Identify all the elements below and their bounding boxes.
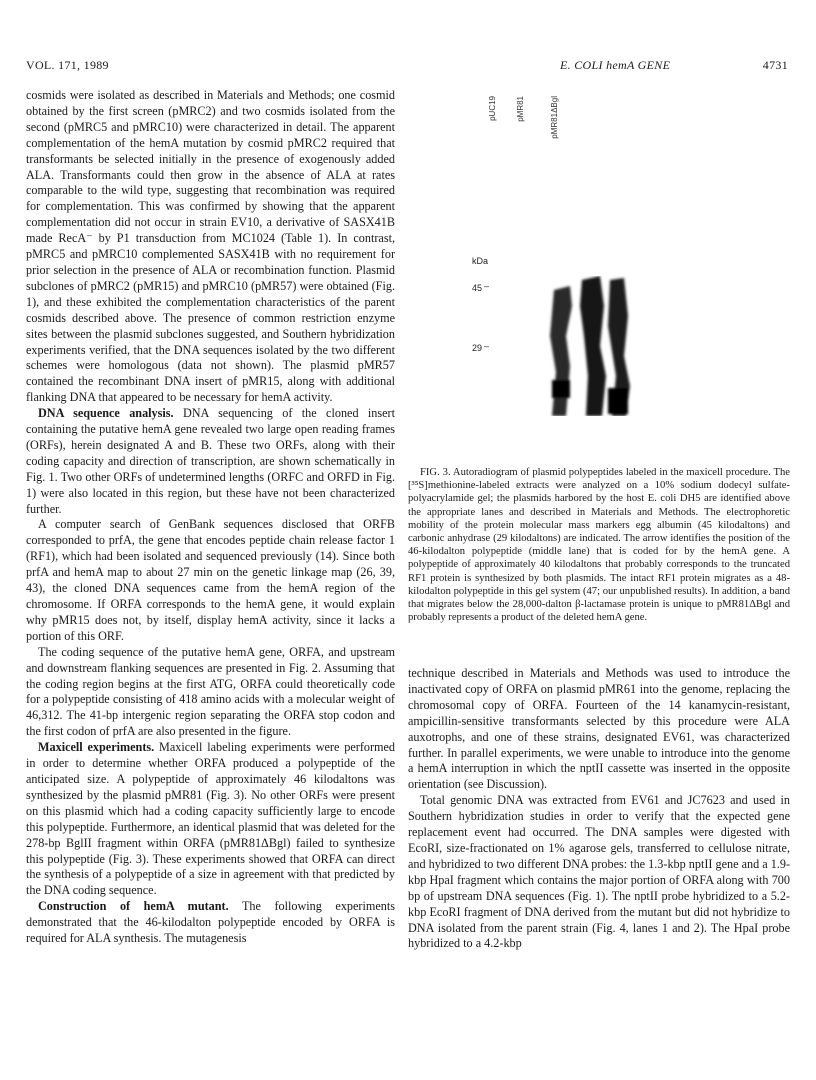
paragraph: The coding sequence of the putative hemA gene, ORFA, and upstream and downstream flanking sequences are presented in Fig. 2. Assuming that the coding region begins at the first ATG, ORFA could theoretically code for a polypeptide consisting of 418 amino acids with a molecular weight of 46,312. The 41-bp intergenic region separating the ORFA stop codon and the first codon of prfA are also presented in the figure. xyxy=(26,644,395,739)
figure-3-caption xyxy=(408,466,790,624)
lane-label-puc19: pUC19 xyxy=(488,96,497,121)
paragraph: technique described in Materials and Methods was used to introduce the inactivated copy of ORFA on plasmid pMR61 into the genome, replacing the chromosomal copy of ORFA. Fourteen of the 14 kanamycin-resistant, ampicillin-sensitive transformants selected by this procedure were ALA auxotrophs, and one of these strains, designated EV61, was characterized further. In parallel experiments, we were unable to introduce into the genome a hemA interruption in which the nptII cassette was inserted in the opposite orientation (see Discussion). xyxy=(408,666,790,792)
running-header-title: E. COLI hemA GENE xyxy=(560,58,671,72)
right-column xyxy=(408,666,790,952)
gel-band xyxy=(552,380,570,398)
paragraph xyxy=(26,899,395,947)
lane-label-pmr81-delta-bgl: pMR81ΔBgl xyxy=(550,96,559,139)
left-column xyxy=(26,88,395,947)
paragraph-body: The following experiments demonstrated that the 46-kilodalton polypeptide encoded by ORFA is required for ALA synthesis. The mutagenesis xyxy=(26,899,395,946)
lane-label-pmr81: pMR81 xyxy=(516,96,525,122)
paragraph xyxy=(26,406,395,517)
running-header xyxy=(560,58,788,73)
marker-tick-45: – xyxy=(484,281,490,291)
gel-image xyxy=(548,276,640,416)
marker-label-45: 45 xyxy=(472,283,483,293)
section-heading: DNA sequence analysis. xyxy=(38,406,174,421)
page-number: 4731 xyxy=(762,58,788,72)
marker-label-29: 29 xyxy=(472,343,483,353)
figure-3-autoradiogram xyxy=(470,96,660,416)
paragraph xyxy=(26,740,395,899)
marker-tick-29: – xyxy=(484,341,490,351)
paragraph-body: DNA sequencing of the cloned insert containing the putative hemA gene revealed two large open reading frames (ORFs), herein designated A and B. These two ORFs, along with their coding capacity and direction of transcription, are shown schematically in Fig. 1. Two other ORFs of undetermined lengths (ORFC and ORFD in Fig. 1) were also located in this region, but these have not been characterized further. xyxy=(26,406,396,516)
section-heading: Maxicell experiments. xyxy=(38,740,155,755)
paragraph: Total genomic DNA was extracted from EV61 and JC7623 and used in Southern hybridization studies in order to verify that the expected gene replacement event had occurred. The DNA samples were digested with EcoRI, size-fractionated on 1% agarose gels, transferred to cellulose nitrate, and hybridized to two different DNA probes: the 1.3-kbp nptII gene and a 1.9-kbp HpaI fragment which contains the major portion of ORFA along with 700 bp of upstream DNA sequences (Fig. 1). The nptII probe hybridized to a 5.2-kbp EcoRI fragment of DNA derived from the mutant but did not hybridize to DNA isolated from the parent strain (Fig. 4, lanes 1 and 2). The HpaI probe hybridized to a 4.2-kbp xyxy=(408,793,790,951)
kda-unit-label: kDa xyxy=(472,256,489,266)
paragraph-body: Maxicell labeling experiments were performed in order to determine whether ORFA produced a polypeptide of the anticipated size. A polypeptide of approximately 46 kilodaltons was synthesized by the plasmid pMR81 (Fig. 3). No other ORFs were present on this plasmid which had a coding capacity sufficiently large to encode this polypeptide. Furthermore, an identical plasmid that was deleted for the 278-bp BglII fragment within ORFA (pMR81ΔBgl) failed to synthesize this polypeptide (Fig. 3). These experiments showed that ORFA can direct the synthesis of a polypeptide of a size in agreement with that predicted by the DNA coding sequence. xyxy=(26,740,396,898)
paragraph: cosmids were isolated as described in Materials and Methods; one cosmid obtained by the first screen (pMRC2) and two cosmids isolated from the second (pMRC5 and pMRC10) were characterized in detail. The apparent complementation of the hemA mutation by cosmid pMRC2 required that transformants be selected initially in the presence of exogenously added ALA. Transformants could then grow in the absence of ALA at rates comparable to the wild type, suggesting that recombination was required for complementation. This was confirmed by showing that the apparent complementation did not occur in strain EV10, a derivative of SASX41B made RecA⁻ by P1 transduction from MC1024 (Table 1). In contrast, pMRC5 and pMRC10 complemented SASX41B with no requirement for prior selection in the presence of ALA or recombination function. Plasmid subclones of pMRC2 (pMR15) and pMRC10 (pMR57) were obtained (Fig. 1), and these exhibited the complementation characteristics of the parent cosmids described above. The presence of common restriction enzyme sites between the plasmid subclones suggested, and Southern hybridization experiments verified, that the DNA sequences isolated by the two different schemes were homologous (data not shown). The plasmid pMR57 contained the recombinant DNA insert of pMR15, along with additional flanking DNA that appeared to be necessary for hemA activity. xyxy=(26,88,395,405)
section-heading: Construction of hemA mutant. xyxy=(38,899,229,914)
paragraph: A computer search of GenBank sequences disclosed that ORFB corresponded to prfA, the gene that encodes peptide chain release factor 1 (RF1), which had been isolated and sequenced previously (14). Since both prfA and hemA map to about 27 min on the genetic linkage map (26, 39, 43), the cloned DNA sequences came from the hemA region of the chromosome. If ORFA corresponds to the hemA gene, it would explain why pMR15 does not, by itself, display hemA activity, since it lacks a portion of this ORF. xyxy=(26,517,395,643)
caption-text: FIG. 3. Autoradiogram of plasmid polypeptides labeled in the maxicell procedure. The [³⁵S]methionine-labeled extracts were analyzed on a 10% sodium dodecyl sulfate-polyacrylamide gel; the plasmids harbored by the host E. coli DH5 are identified above the appropriate lanes and described in Materials and Methods. The electrophoretic mobility of the protein molecular mass markers egg albumin (45 kilodaltons) and carbonic anhydrase (29 kilodaltons) are indicated. The arrow identifies the position of the 46-kilodalton polypeptide (middle lane) that is coded for by the hemA gene. A polypeptide of approximately 40 kilodaltons that probably corresponds to the truncated RF1 protein is synthesized by both plasmids. The intact RF1 protein migrates as a 48-kilodalton polypeptide in this gel system (47; our unpublished results). In addition, a band that migrates below the 28,000-dalton β-lactamase protein is unique to pMR81ΔBgl and probably represents a product of the deleted hemA gene. xyxy=(408,467,790,624)
running-header-volume: VOL. 171, 1989 xyxy=(26,58,109,72)
gel-lane-2 xyxy=(580,276,606,416)
gel-band xyxy=(608,388,628,414)
